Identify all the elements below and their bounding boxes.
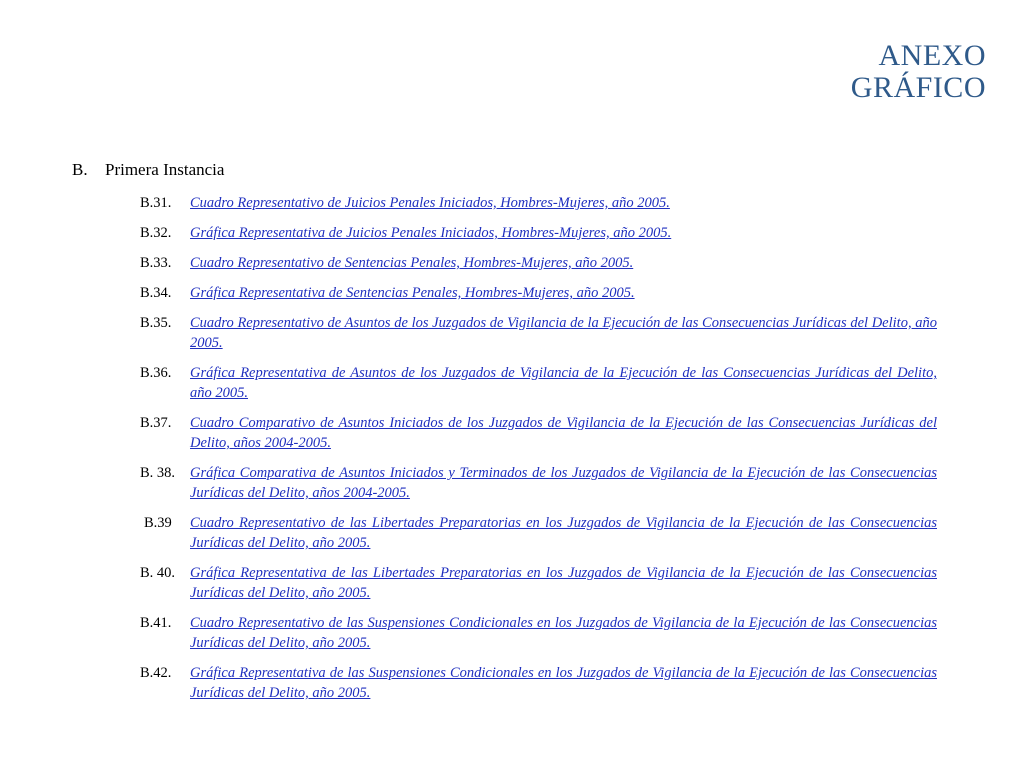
item-link[interactable]: Cuadro Representativo de Asuntos de los Juzgados de Vigilancia de la Ejecución de las Consecuencias Jurídicas del Delito, año 2005. [190,315,937,351]
item-number: B.36. [140,365,172,381]
item-link[interactable]: Gráfica Representativa de las Suspensiones Condicionales en los Juzgados de Vigilancia de la Ejecución de las Consecuencias Jurídicas del Delito, año 2005. [190,665,937,701]
item-link[interactable]: Cuadro Representativo de las Suspensiones Condicionales en los Juzgados de Vigilancia de la Ejecución de las Consecuencias Jurídicas del Delito, año 2005. [190,615,937,651]
section-letter: B. [72,160,88,179]
item-number: B. 38. [140,465,176,481]
item-link[interactable]: Cuadro Representativo de las Libertades Preparatorias en los Juzgados de Vigilancia de la Ejecución de las Consecuencias Jurídicas del Delito, año 2005. [190,515,937,551]
item-number: B. 40. [140,565,176,581]
item-link[interactable]: Cuadro Representativo de Sentencias Penales, Hombres-Mujeres, año 2005. [190,255,634,271]
section-title: Primera Instancia [105,160,225,179]
item-link[interactable]: Gráfica Comparativa de Asuntos Iniciados y Terminados de los Juzgados de Vigilancia de la Ejecución de las Consecuencias Jurídicas del Delito, años 2004-2005. [190,465,937,501]
item-number: B.35. [140,315,172,331]
annex-title [851,40,986,104]
item-link[interactable]: Cuadro Comparativo de Asuntos Iniciados de los Juzgados de Vigilancia de la Ejecución de las Consecuencias Jurídicas del Delito, años 2004-2005. [190,415,937,451]
list-item [140,313,937,353]
list-item [140,363,937,403]
list-item [140,613,937,653]
index-list [140,193,937,713]
list-item [140,193,937,213]
list-item [140,283,937,303]
item-number: B.33. [140,255,172,271]
item-link[interactable]: Gráfica Representativa de las Libertades Preparatorias en los Juzgados de Vigilancia de la Ejecución de las Consecuencias Jurídicas del Delito, año 2005. [190,565,937,601]
item-number: B.41. [140,615,172,631]
annex-title-line1: ANEXO [878,39,986,72]
list-item [140,223,937,243]
list-item [140,563,937,603]
list-item [140,253,937,273]
list-item [140,663,937,703]
item-number: B.42. [140,665,172,681]
item-number: B.31. [140,195,172,211]
item-link[interactable]: Gráfica Representativa de Asuntos de los Juzgados de Vigilancia de la Ejecución de las Consecuencias Jurídicas del Delito, año 2005. [190,365,937,401]
list-item [140,413,937,453]
item-number: B.39 [144,515,172,531]
item-link[interactable]: Gráfica Representativa de Juicios Penales Iniciados, Hombres-Mujeres, año 2005. [190,225,672,241]
section-heading [72,160,224,180]
item-link[interactable]: Cuadro Representativo de Juicios Penales Iniciados, Hombres-Mujeres, año 2005. [190,195,670,211]
item-number: B.37. [140,415,172,431]
annex-title-line2: GRÁFICO [850,71,986,104]
item-link[interactable]: Gráfica Representativa de Sentencias Penales, Hombres-Mujeres, año 2005. [190,285,635,301]
list-item [140,513,937,553]
list-item [140,463,937,503]
item-number: B.32. [140,225,172,241]
item-number: B.34. [140,285,172,301]
